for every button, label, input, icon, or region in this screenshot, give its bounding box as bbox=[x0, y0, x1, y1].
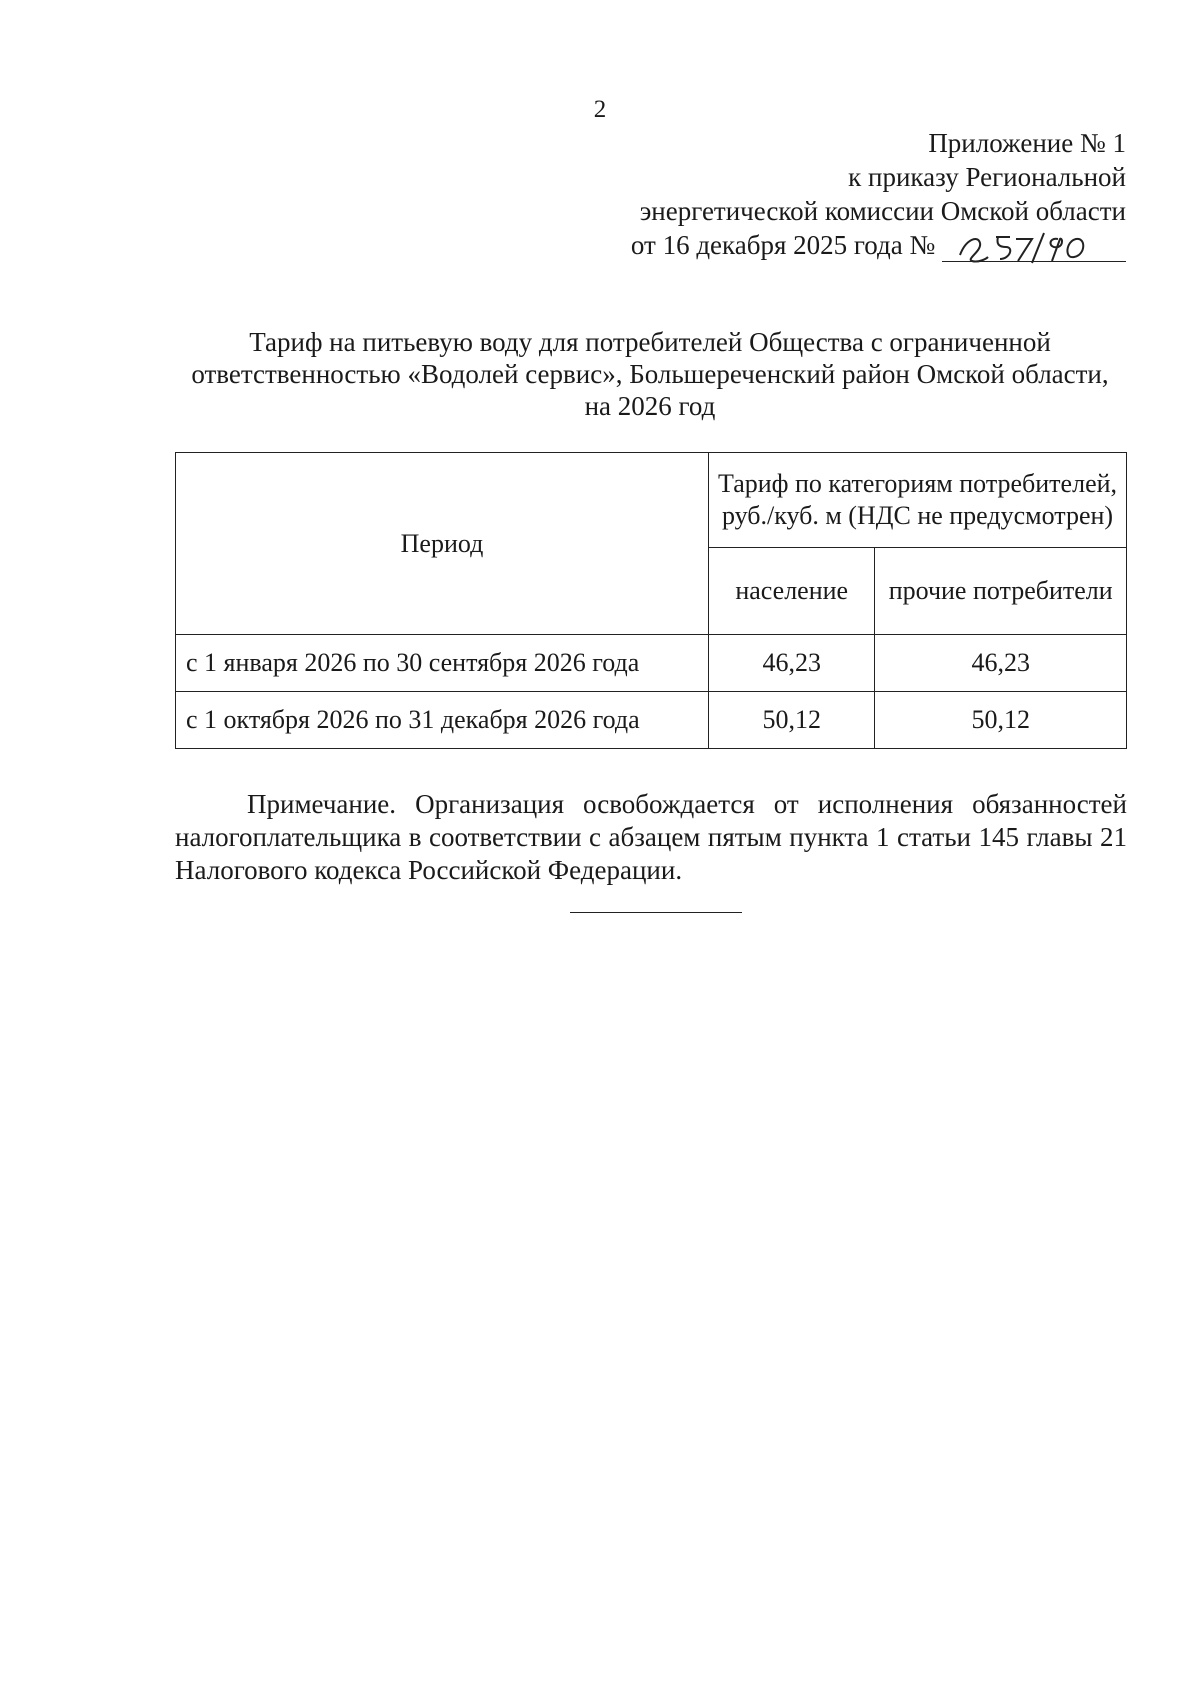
appendix-line-2: к приказу Региональной bbox=[848, 162, 1126, 192]
row-other-value: 50,12 bbox=[875, 692, 1127, 749]
order-date-prefix: от 16 декабря 2025 года № bbox=[630, 230, 936, 260]
row-population-value: 46,23 bbox=[709, 635, 875, 692]
page-number: 2 bbox=[593, 96, 607, 123]
header-tariff: Тариф по категориям потребителей, руб./куб. м (НДС не предусмотрен) bbox=[709, 453, 1127, 548]
header-other: прочие потребители bbox=[875, 548, 1127, 635]
row-period: с 1 октября 2026 по 31 декабря 2026 года bbox=[176, 692, 709, 749]
table-row bbox=[176, 692, 1127, 749]
row-other-value: 46,23 bbox=[875, 635, 1127, 692]
table-row bbox=[176, 635, 1127, 692]
header-population: население bbox=[709, 548, 875, 635]
appendix-line-3: энергетической комиссии Омской области bbox=[639, 196, 1126, 226]
row-period: с 1 января 2026 по 30 сентября 2026 года bbox=[176, 635, 709, 692]
order-number-field bbox=[942, 231, 1126, 262]
note-paragraph: Примечание. Организация освобождается от исполнения обязанностей налогоплательщика в соответствии с абзацем пятым пункта 1 статьи 145 главы 21 Налогового кодекса Российской Федерации. bbox=[175, 789, 1127, 885]
order-date-line bbox=[566, 228, 1126, 262]
appendix-header bbox=[566, 126, 1126, 262]
appendix-line-1: Приложение № 1 bbox=[928, 128, 1126, 158]
document-title: Тариф на питьевую воду для потребителей Общества с ограниченной ответственностью «Водолей сервис», Большереченский район Омской области, на 2026 год bbox=[191, 327, 1109, 421]
header-period: Период bbox=[176, 453, 709, 635]
row-population-value: 50,12 bbox=[709, 692, 875, 749]
handwritten-order-number-icon bbox=[952, 225, 1102, 265]
tariff-table bbox=[175, 452, 1127, 749]
end-divider bbox=[570, 912, 742, 913]
